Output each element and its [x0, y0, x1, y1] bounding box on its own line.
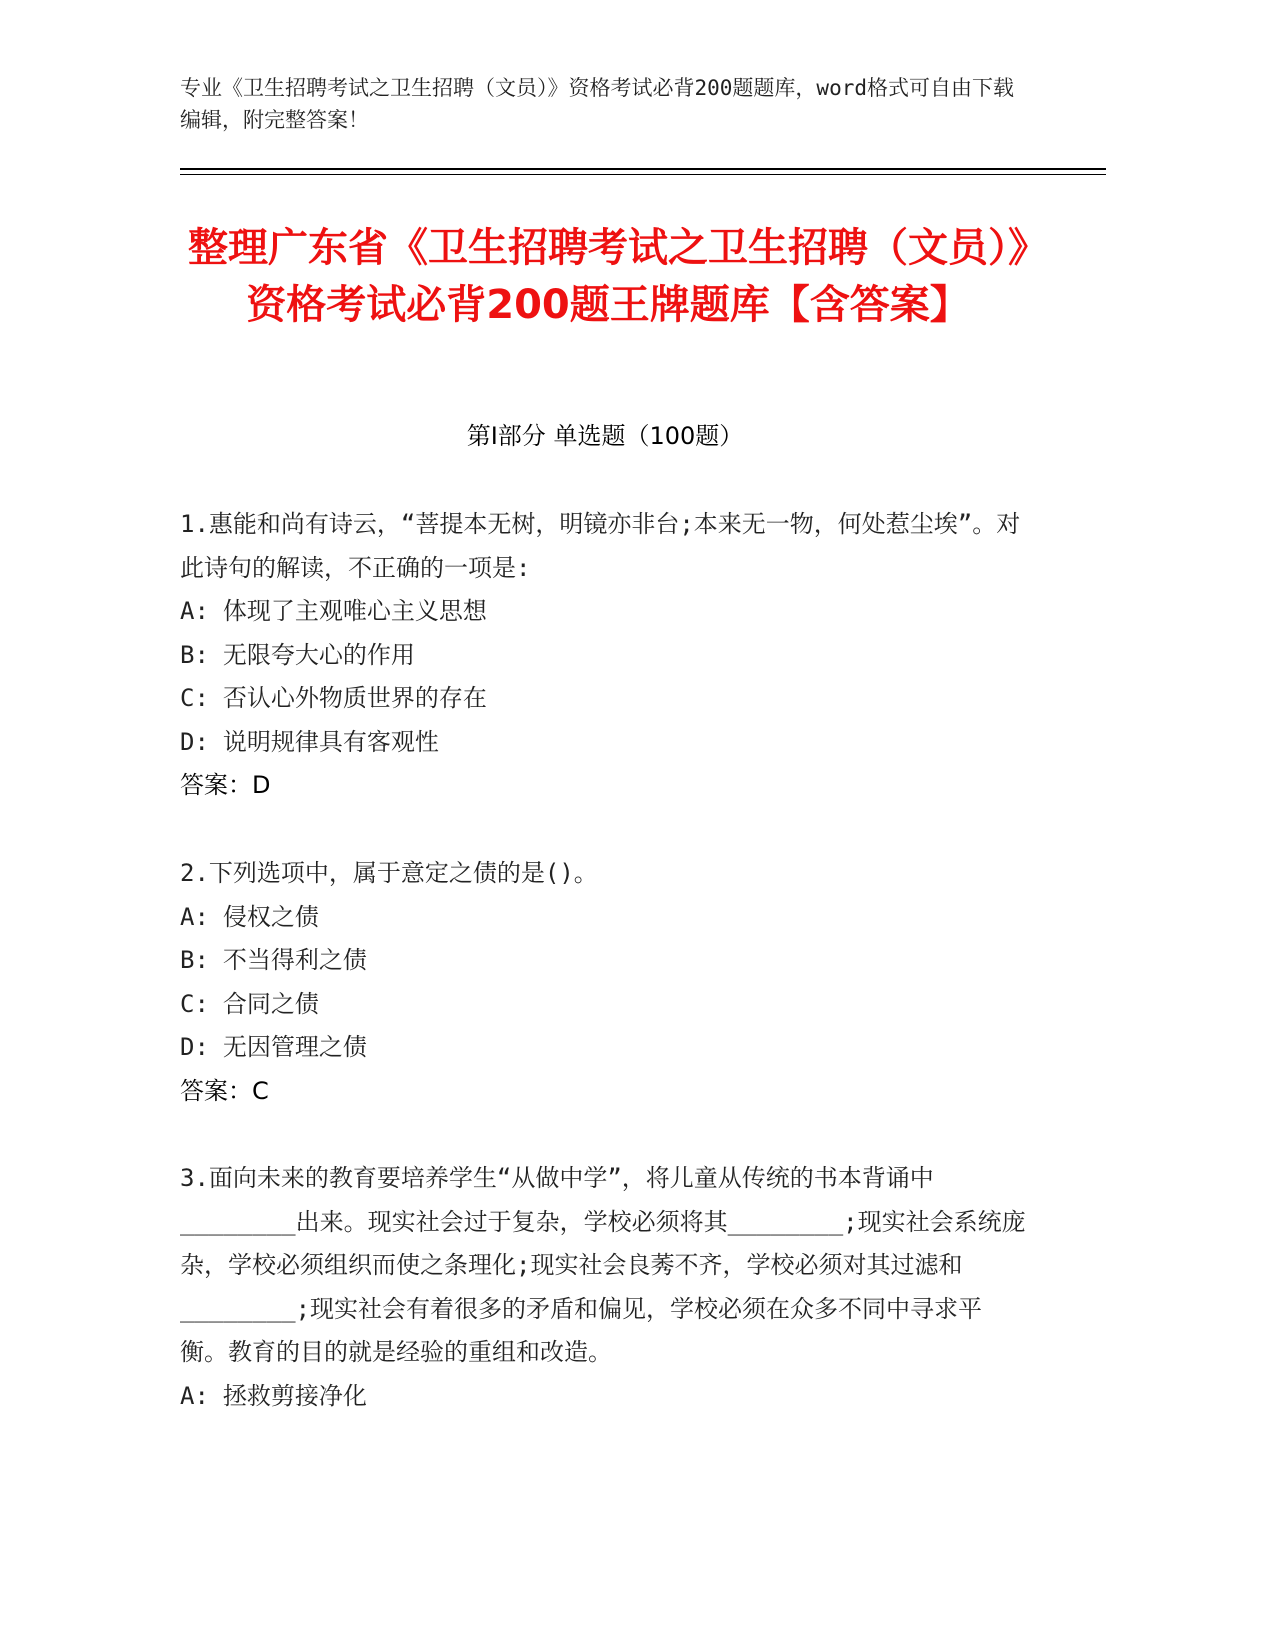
question-1 — [180, 503, 1030, 808]
option-a — [180, 590, 1030, 634]
option-text: 说明规律具有客观性 — [222, 727, 439, 756]
option-letter: A : — [180, 1382, 223, 1410]
option-text: 拯救剪接净化 — [222, 1381, 367, 1410]
question-stem: 1.惠能和尚有诗云，“菩提本无树，明镜亦非台;本来无一物，何处惹尘埃”。对此诗句的解读，不正确的一项是: — [180, 510, 1021, 582]
option-c — [180, 677, 1030, 721]
header-divider-thick — [180, 168, 1106, 170]
option-text: 否认心外物质世界的存在 — [222, 684, 487, 712]
option-a — [180, 1375, 1030, 1419]
question-2 — [180, 852, 1030, 1113]
option-text: 侵权之债 — [222, 902, 319, 931]
question-stem: 2.下列选项中，属于意定之债的是()。 — [180, 859, 598, 887]
option-b — [180, 634, 1030, 678]
option-letter: A : — [180, 597, 223, 625]
option-letter: C : — [180, 990, 223, 1018]
option-text: 无限夸大心的作用 — [222, 640, 415, 669]
header-divider-thin — [180, 174, 1106, 175]
option-letter: C : — [180, 684, 223, 712]
option-a — [180, 896, 1030, 940]
option-letter: A : — [180, 903, 223, 931]
option-b — [180, 939, 1030, 983]
option-text: 无因管理之债 — [222, 1033, 367, 1061]
option-d — [180, 1026, 1030, 1070]
option-d — [180, 721, 1030, 765]
option-letter: D : — [180, 728, 223, 756]
section-heading: 第I部分 单选题（100题） — [466, 422, 744, 450]
question-stem: 3.面向未来的教育要培养学生“从做中学”，将儿童从传统的书本背诵中________出来。现实社会过于复杂，学校必须将其________;现实社会系统庞杂，学校必须组织而使之条理化;现实社会良莠不齐，学校必须对其过滤和________;现实社会有着很多的矛盾和偏见，学校必须在众多不同中寻求平衡。教育的目的就是经验的重组和改造。 — [180, 1164, 1026, 1366]
option-c — [180, 983, 1030, 1027]
option-text: 体现了主观唯心主义思想 — [222, 597, 487, 625]
option-text: 合同之债 — [222, 989, 319, 1018]
option-text: 不当得利之债 — [222, 946, 367, 974]
document-title: 整理广东省《卫生招聘考试之卫生招聘（文员）》资格考试必背200题王牌题库【含答案】 — [188, 225, 1028, 328]
answer-line: 答案：C — [180, 1076, 269, 1105]
option-letter: B : — [180, 641, 223, 669]
question-3 — [180, 1157, 1030, 1418]
header-note: 专业《卫生招聘考试之卫生招聘（文员）》资格考试必背200题题库，word格式可自由下载编辑，附完整答案！ — [180, 76, 1014, 132]
option-letter: D : — [180, 1033, 223, 1061]
answer-line: 答案：D — [180, 771, 271, 799]
option-letter: B : — [180, 946, 223, 974]
